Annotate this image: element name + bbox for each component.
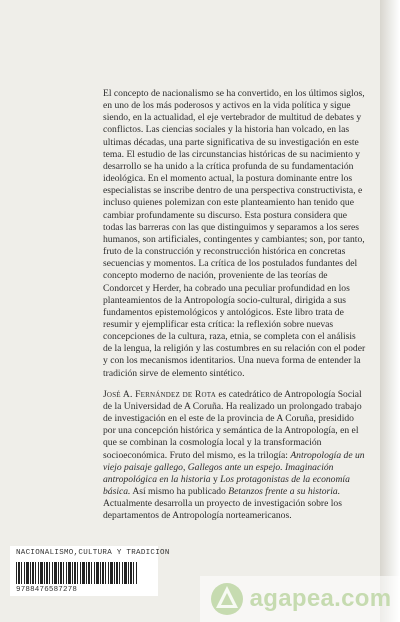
watermark <box>200 576 400 622</box>
separator-2: y <box>210 473 221 485</box>
back-cover-text <box>103 88 367 522</box>
published-book-title: Betanzos frente a su historia. <box>228 486 341 497</box>
book-title-1: Antropología de un viejo paisaje gallego <box>103 449 365 473</box>
book-title-2: Gallegos ante un espejo. Imaginación antropológica en la historia <box>103 461 334 485</box>
separator-1: , <box>182 461 188 473</box>
author-bio-text-3: Actualmente desarrolla un proyecto de investigación sobre los departamentos de Antropología norteamericanos. <box>103 498 342 522</box>
author-bio-text-2: Así mismo ha publicado <box>130 486 229 497</box>
barcode-label: NACIONALISMO,CULTURA Y TRADICION <box>16 549 170 557</box>
isbn-number: 9788476587278 <box>16 586 78 594</box>
synopsis-paragraph: El concepto de nacionalismo se ha convertido, en los últimos siglos, en uno de los más poderosos y activos en la vida política y sigue siendo, en la actualidad, el eje vertebrador de multitud de debates y conflictos. Las ciencias sociales y la historia han volcado, en las ultimas décadas, una parte significativa de su investigación en este tema. El estudio de las circunstancias históricas de su nacimiento y desarrollo se ha unido a la crítica profunda de su fundamentación ideológica. En el momento actual, la postura dominante entre los especialistas se inscribe dentro de una perspectiva constructivista, e incluso quienes polemizan con este planteamiento han tenido que cambiar profundamente su discurso. Esta postura considera que todas las barreras con las que distinguimos y separamos a los seres humanos, son artificiales, contingentes y cambiantes; son, por tanto, fruto de la construcción y reconstrucción histórica en concretas secuencias y momentos. La crítica de los postulados fundantes del concepto moderno de nación, proveniente de las teorías de Condorcet y Herder, ha cobrado una peculiar profundidad en los planteamientos de la Antropología socio-cultural, dirigida a sus fundamentos epistemológicos y antológicos. Este libro trata de resumir y ejemplificar esta crítica: la reflexión sobre nuevas concepciones de la cultura, raza, etnia, se completa con el análisis de la lengua, la religión y las costumbres en su relación con el poder y con los mecanismos identitarios. Una nueva forma de entender la tradición sirve de elemento sintético. <box>103 88 366 379</box>
watermark-text: agapea.com <box>249 585 392 612</box>
barcode-icon <box>16 562 138 584</box>
author-bio-text-1: es catedrático de Antropología Social de la Universidad de A Coruña. Ha realizado un prolongado trabajo de investigación en el este de la provincia de A Coruña, presidido por una concepción histórica y semántica de la Antropología, en el que se combinan la cosmología local y la transformación socioeconómica. Fruto del mismo, es la trilogía: <box>103 388 362 461</box>
author-bio-paragraph <box>103 389 367 523</box>
book-title-3: Los protagonistas de la economía básica. <box>103 473 350 497</box>
author-name: José A. Fernández de Rota <box>103 388 216 400</box>
agapea-logo-icon <box>209 581 245 617</box>
cover-edge-shadow <box>380 0 400 622</box>
